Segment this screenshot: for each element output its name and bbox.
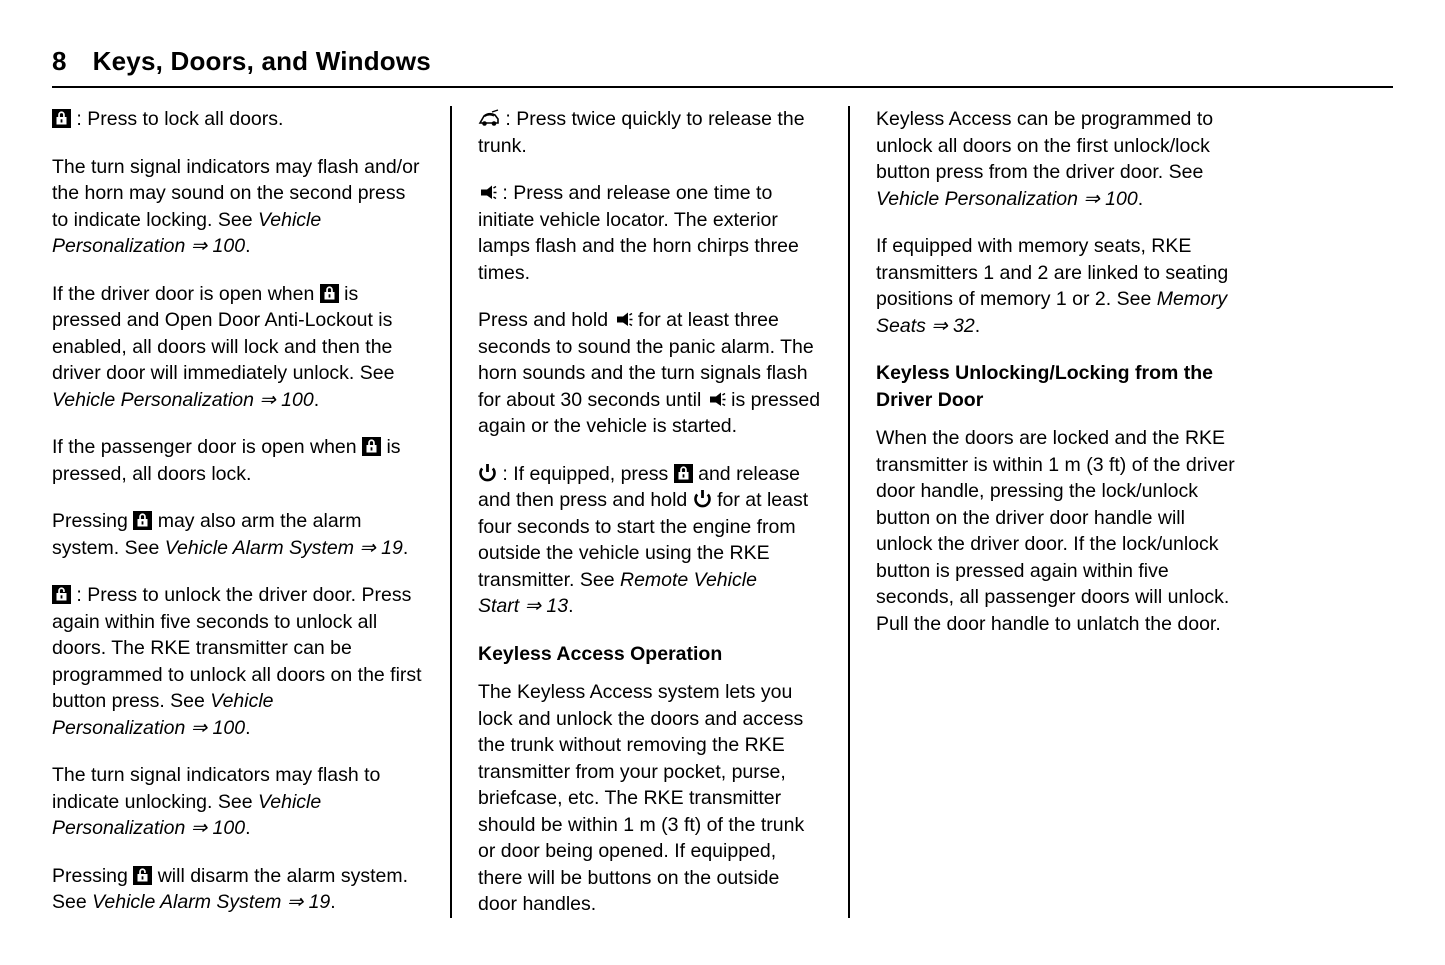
text-passenger-door-a: If the passenger door is open when [52,436,363,458]
text-trunk-release: : Press twice quickly to release the trunk. [478,108,805,157]
text-memory-seats: If equipped with memory seats, RKE transmitters 1 and 2 are linked to seating positions of memory 1 or 2. See [876,235,1229,310]
ref-page-100: ⇒ 100 [259,388,314,411]
ref-vehicle-personalization: Vehicle Personalization [876,187,1078,210]
text-panic-alarm-b: for at least three seconds to sound the panic alarm. The horn sounds and the turn signals flash for about 30 seconds until [478,309,814,411]
text-panic-alarm-c: is pressed again or the vehicle is started. [478,388,821,437]
paragraph-unlock-driver-door [52,582,424,741]
paragraph-vehicle-locator [478,180,822,286]
paragraph-memory-seats [876,233,1246,339]
text-period: . [568,595,574,617]
ref-page-100: ⇒ 100 [190,235,246,257]
page-number: 8 [52,46,67,76]
text-period: . [245,716,251,739]
text-remote-start-b: and release and then press and hold [478,462,801,511]
column-one [52,106,450,918]
ref-vehicle-alarm-system: Vehicle Alarm System [92,891,282,913]
lock-closed-icon [320,284,339,303]
text-turn-signal-locking: The turn signal indicators may flash and/or the horn may sound on the second press to indicate locking. See [52,155,420,231]
page-title: Keys, Doors, and Windows [92,46,431,76]
text-period: . [330,891,336,913]
page-columns [52,106,1393,918]
text-unlock-driver-door: : Press to unlock the driver door. Press again within five seconds to unlock all doors. The RKE transmitter can be programmed to unlock all doors on the first button press. See [52,584,422,712]
ref-vehicle-personalization: Vehicle Personalization [52,790,322,839]
paragraph-trunk-release [478,106,822,159]
lock-closed-icon [674,464,693,483]
paragraph-keyless-access-system: The Keyless Access system lets you lock and unlock the doors and access the trunk without removing the RKE transmitter from your pocket, purse, briefcase, etc. The RKE transmitter should be within 1 m (3 ft) of the trunk or door being opened. If equipped, there will be buttons on the outside door handles. [478,681,805,915]
ref-page-100: ⇒ 100 [190,817,246,839]
text-remote-start-c: for at least four seconds to start the engine from outside the vehicle using the RKE transmitter. See [478,489,809,591]
lock-closed-icon [362,437,381,456]
paragraph-driver-door-unlocking: When the doors are locked and the RKE transmitter is within 1 m (3 ft) of the driver door handle, pressing the lock/unlock button on the driver door handle will unlock the driver door. If the lock/unlock button is pressed again within five seconds, all passenger doors will unlock. Pull the door handle to unlatch the door. [876,427,1235,635]
text-panic-alarm-a: Press and hold [478,309,614,331]
paragraph-disarm-alarm [52,863,424,916]
panic-alarm-icon [478,183,497,202]
ref-page-13: ⇒ 13 [524,595,569,617]
text-period: . [245,235,251,257]
heading-keyless-access-operation: Keyless Access Operation [478,642,723,665]
page-header [52,46,1393,77]
lock-closed-icon [52,109,71,128]
paragraph-driver-door-open [52,281,424,414]
paragraph-panic-alarm [478,307,822,440]
paragraph-keyless-programming [876,106,1246,212]
text-period: . [974,314,981,337]
paragraph-remote-start [478,461,822,620]
remote-start-icon [478,463,497,483]
ref-vehicle-personalization: Vehicle Personalization [52,690,274,739]
text-driver-door-open-b: is pressed and Open Door Anti-Lockout is enabled, all doors will lock and then the driver door will immediately unlock. See [52,282,395,384]
paragraph-passenger-door-open [52,434,424,487]
ref-vehicle-personalization: Vehicle Personalization [52,388,254,411]
ref-page-32: ⇒ 32 [931,314,975,337]
paragraph-turn-signal-locking [52,154,424,260]
paragraph-turn-signal-unlocking [52,762,424,842]
text-turn-signal-unlocking: The turn signal indicators may flash to indicate unlocking. See [52,764,381,813]
ref-page-100: ⇒ 100 [1083,187,1138,210]
text-disarm-alarm-b: will disarm the alarm system. See [52,864,409,913]
remote-start-icon [693,489,712,509]
ref-vehicle-alarm-system: Vehicle Alarm System [164,536,354,559]
ref-remote-vehicle-start: Remote Vehicle Start [478,568,757,617]
column-two [450,106,848,918]
ref-vehicle-personalization: Vehicle Personalization [52,208,322,257]
text-keyless-programming: Keyless Access can be programmed to unlock all doors on the first unlock/lock button press from the driver door. See [876,108,1214,183]
column-three [848,106,1246,918]
text-period: . [313,388,320,411]
text-period: . [1137,187,1144,210]
lock-open-icon [52,585,71,604]
lock-open-icon [133,866,152,885]
panic-alarm-icon [614,310,633,329]
text-period: . [402,536,409,559]
text-driver-door-open-a: If the driver door is open when [52,282,320,305]
ref-page-19: ⇒ 19 [359,536,403,559]
paragraph-lock-all-doors [52,106,424,133]
text-arm-alarm-a: Pressing [52,510,134,532]
ref-page-100: ⇒ 100 [190,716,246,739]
text-lock-all-doors: : Press to lock all doors. [71,108,284,130]
ref-memory-seats: Memory Seats [876,288,1228,337]
header-divider [52,86,1393,88]
panic-alarm-icon [707,390,726,409]
lock-closed-icon [133,511,152,530]
heading-keyless-unlocking-locking: Keyless Unlocking/Locking from the Driver Door [876,362,1213,411]
text-period: . [245,817,251,839]
trunk-release-icon [478,109,500,128]
text-passenger-door-b: is pressed, all doors lock. [52,436,401,485]
text-remote-start-a: : If equipped, press [497,462,674,485]
text-vehicle-locator: : Press and release one time to initiate vehicle locator. The exterior lamps flash and the horn chirps three times. [478,182,799,284]
paragraph-arm-alarm [52,508,424,561]
ref-page-19: ⇒ 19 [286,891,331,913]
text-disarm-alarm-a: Pressing [52,864,134,887]
text-arm-alarm-b: may also arm the alarm system. See [52,510,362,559]
